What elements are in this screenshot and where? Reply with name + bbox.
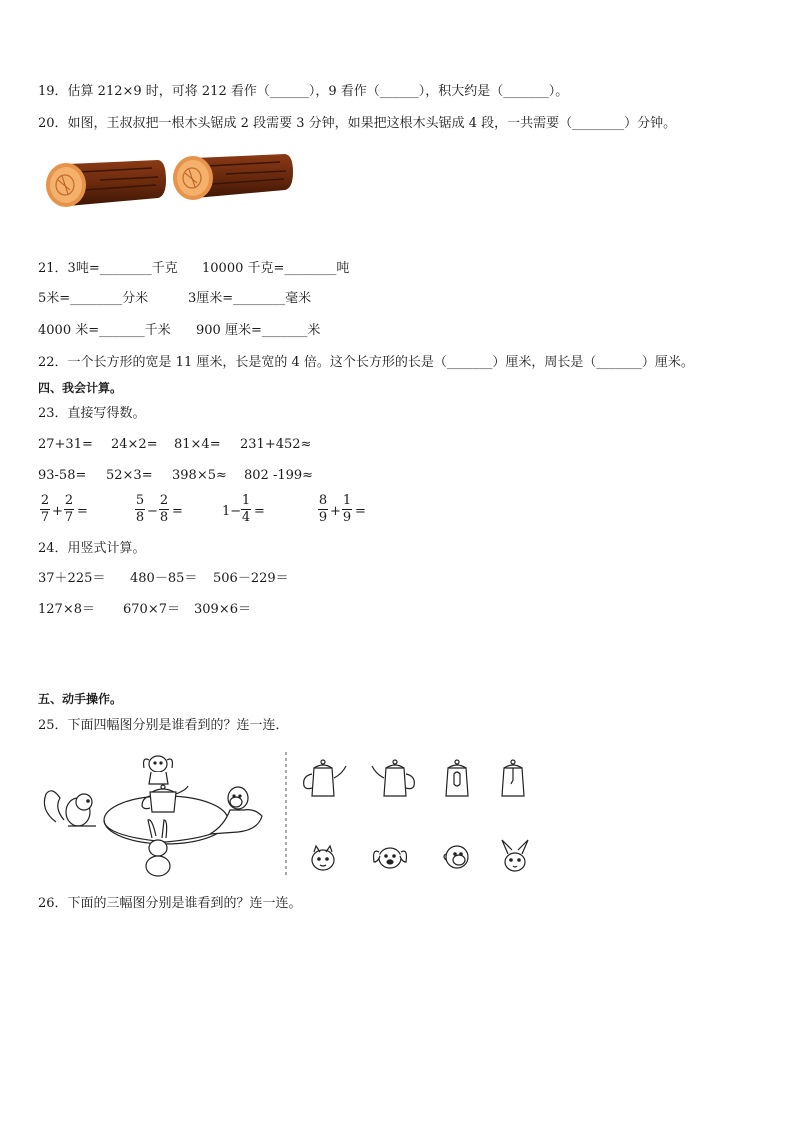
monkey-head-icon xyxy=(440,840,474,874)
operator: − xyxy=(147,504,158,519)
calc-item: 52×3= xyxy=(106,468,153,483)
equals-sign: = xyxy=(77,504,88,519)
question-24: 24．用竖式计算。 xyxy=(38,541,146,556)
equals-sign: = xyxy=(254,504,265,519)
dashed-divider xyxy=(284,752,288,878)
log-right xyxy=(173,154,293,200)
fraction: 2 8 xyxy=(159,493,169,525)
section-4-heading: 四、我会计算。 xyxy=(38,381,123,395)
question-23: 23．直接写得数。 xyxy=(38,406,146,421)
teapot-view-1 xyxy=(296,756,352,800)
question-25: 25．下面四幅图分别是谁看到的？连一连． xyxy=(38,718,289,733)
calc-item: 27+31= xyxy=(38,437,93,452)
calc-item: 231+452≈ xyxy=(240,437,312,452)
q21-row3-a: 4000 米=_______千米 xyxy=(38,323,171,338)
teapot-view-2 xyxy=(368,756,424,800)
equals-sign: = xyxy=(355,504,366,519)
rabbit-head-icon xyxy=(498,838,532,876)
fraction: 5 8 xyxy=(135,493,145,525)
vertical-calc-item: 506－229＝ xyxy=(213,571,289,586)
question-20: 20．如图，王叔叔把一根木头锯成 2 段需要 3 分钟，如果把这根木头锯成 4 段，一共需要（________）分钟。 xyxy=(38,116,677,131)
vertical-calc-item: 480－85＝ xyxy=(130,571,198,586)
calc-item: 93-58= xyxy=(38,468,87,483)
q21-row1-a: 21．3吨=________千克 xyxy=(38,261,178,276)
logs-illustration xyxy=(40,150,300,212)
q21-row3-b: 900 厘米=_______米 xyxy=(196,323,321,338)
q21-row1-b: 10000 千克=________吨 xyxy=(202,261,350,276)
animals-around-table-illustration xyxy=(38,750,288,880)
question-19: 19．估算 212×9 时，可将 212 看作（______），9 看作（______），积大约是（_______）。 xyxy=(38,84,569,99)
calc-item: 24×2= xyxy=(111,437,158,452)
squirrel-head-icon xyxy=(306,842,340,874)
operator: + xyxy=(330,504,341,519)
teapot-view-4 xyxy=(496,756,532,800)
vertical-calc-item: 309×6＝ xyxy=(194,602,251,617)
calc-item: 398×5≈ xyxy=(172,468,227,483)
calc-item: 802 -199≈ xyxy=(244,468,314,483)
whole-number: 1− xyxy=(222,504,242,519)
q21-row2-b: 3厘米=________毫米 xyxy=(188,291,312,306)
question-22: 22．一个长方形的宽是 11 厘米，长是宽的 4 倍。这个长方形的长是（_______）厘米，周长是（_______）厘米。 xyxy=(38,355,694,370)
q21-row2-a: 5米=________分米 xyxy=(38,291,149,306)
vertical-calc-item: 127×8＝ xyxy=(38,602,95,617)
question-26: 26．下面的三幅图分别是谁看到的？连一连。 xyxy=(38,896,302,911)
section-5-heading: 五、动手操作。 xyxy=(38,692,123,706)
vertical-calc-item: 37＋225＝ xyxy=(38,571,106,586)
fraction: 8 9 xyxy=(318,493,328,525)
fraction: 2 7 xyxy=(40,493,50,525)
fraction: 2 7 xyxy=(64,493,74,525)
dog-head-icon xyxy=(370,840,410,874)
vertical-calc-item: 670×7＝ xyxy=(123,602,180,617)
log-left xyxy=(46,160,166,207)
equals-sign: = xyxy=(172,504,183,519)
fraction: 1 9 xyxy=(342,493,352,525)
operator: + xyxy=(52,504,63,519)
fraction: 1 4 xyxy=(241,493,251,525)
teapot-view-3 xyxy=(440,756,476,800)
calc-item: 81×4= xyxy=(174,437,221,452)
